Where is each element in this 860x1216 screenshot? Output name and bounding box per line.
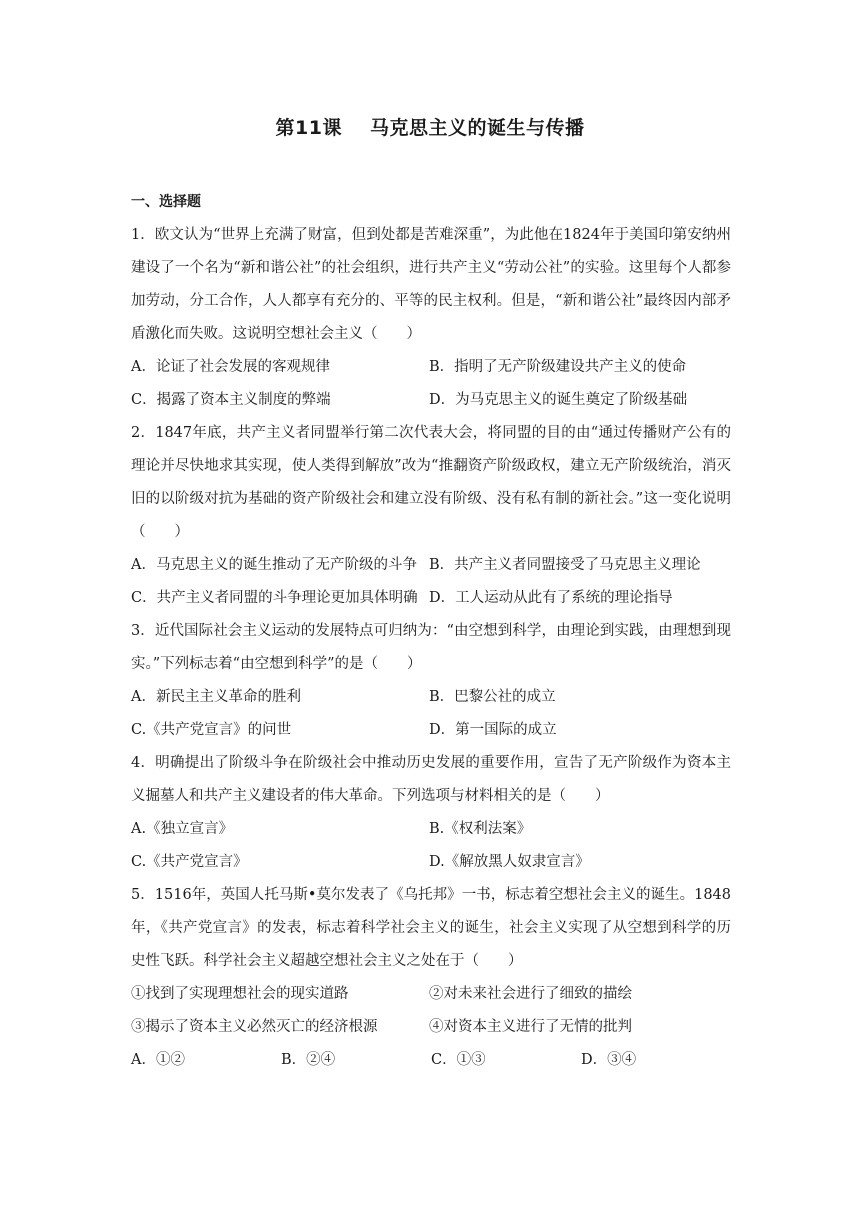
statement-row bbox=[131, 978, 731, 1011]
question-5 bbox=[131, 879, 731, 1077]
option-row bbox=[131, 549, 731, 582]
question-stem: 2．1847年底，共产主义者同盟举行第二次代表大会，将同盟的目的由“通过传播财产公有的理论并尽快地求其实现，使人类得到解放”改为“推翻资产阶级政权，建立无产阶级统治，消灭旧的以阶级对抗为基础的资产阶级社会和建立没有阶级、没有私有制的新社会。”这一变化说明（ ） bbox=[131, 425, 731, 540]
option-c: C．共产主义者同盟的斗争理论更加具体明确 bbox=[131, 590, 418, 606]
option-d: D．第一国际的成立 bbox=[429, 722, 557, 738]
page-title bbox=[0, 113, 860, 140]
option-row bbox=[131, 813, 731, 846]
question-4 bbox=[131, 747, 731, 879]
statement-1: ①找到了实现理想社会的现实道路 bbox=[131, 986, 349, 1002]
question-1 bbox=[131, 219, 731, 417]
option-b: B．②④ bbox=[281, 1052, 336, 1068]
lesson-number: 第11课 bbox=[275, 117, 342, 139]
option-c: C.《共产党宣言》的问世 bbox=[131, 722, 292, 738]
option-b: B．共产主义者同盟接受了马克思主义理论 bbox=[429, 557, 701, 573]
option-a: A．新民主主义革命的胜利 bbox=[131, 689, 301, 705]
option-c: C．揭露了资本主义制度的弊端 bbox=[131, 392, 331, 408]
option-b: B．指明了无产阶级建设共产主义的使命 bbox=[429, 359, 687, 375]
option-row bbox=[131, 1044, 731, 1077]
option-b: B.《权利法案》 bbox=[429, 821, 532, 837]
option-a: A．马克思主义的诞生推动了无产阶级的斗争 bbox=[131, 557, 417, 573]
question-stem: 3．近代国际社会主义运动的发展特点可归纳为：“由空想到科学，由理论到实践，由理想到现 实。”下列标志着“由空想到科学”的是（ ） bbox=[131, 623, 731, 672]
question-stem: 1．欧文认为“世界上充满了财富，但到处都是苦难深重”，为此他在1824年于美国印第安纳州建设了一个名为“新和谐公社”的社会组织，进行共产主义“劳动公社”的实验。这里每个人都参加劳动，分工合作，人人都享有充分的、平等的民主权利。但是，“新和谐公社”最终因内部矛盾激化而失败。这说明空想社会主义（ ） bbox=[131, 227, 731, 342]
lesson-name: 马克思主义的诞生与传播 bbox=[369, 117, 585, 139]
statement-4: ④对资本主义进行了无情的批判 bbox=[429, 1019, 632, 1035]
option-a: A．①② bbox=[131, 1052, 185, 1068]
option-d: D.《解放黑人奴隶宣言》 bbox=[429, 854, 590, 870]
question-3 bbox=[131, 615, 731, 747]
section-heading: 一、选择题 bbox=[131, 194, 201, 210]
option-a: A.《独立宣言》 bbox=[131, 821, 234, 837]
question-2 bbox=[131, 417, 731, 615]
option-d: D．③④ bbox=[581, 1052, 637, 1068]
question-stem: 4．明确提出了阶级斗争在阶级社会中推动历史发展的重要作用，宣告了无产阶级作为资本主义掘墓人和共产主义建设者的伟大革命。下列选项与材料相关的是（ ） bbox=[131, 755, 731, 804]
option-d: D．工人运动从此有了系统的理论指导 bbox=[429, 590, 673, 606]
option-row bbox=[131, 846, 731, 879]
option-d: D．为马克思主义的诞生奠定了阶级基础 bbox=[429, 392, 688, 408]
question-stem: 5．1516年，英国人托马斯•莫尔发表了《乌托邦》一书，标志着空想社会主义的诞生。1848年，《共产党宣言》的发表，标志着科学社会主义的诞生，社会主义实现了从空想到科学的历史性飞跃。科学社会主义超越空想社会主义之处在于（ ） bbox=[131, 887, 731, 969]
option-row bbox=[131, 714, 731, 747]
question-content bbox=[131, 186, 731, 1077]
option-b: B．巴黎公社的成立 bbox=[429, 689, 556, 705]
option-c: C．①③ bbox=[431, 1052, 486, 1068]
option-row bbox=[131, 681, 731, 714]
option-row bbox=[131, 351, 731, 384]
option-c: C.《共产党宣言》 bbox=[131, 854, 248, 870]
statement-2: ②对未来社会进行了细致的描绘 bbox=[429, 986, 632, 1002]
option-row bbox=[131, 582, 731, 615]
option-row bbox=[131, 384, 731, 417]
statement-3: ③揭示了资本主义必然灭亡的经济根源 bbox=[131, 1019, 378, 1035]
option-a: A．论证了社会发展的客观规律 bbox=[131, 359, 330, 375]
statement-row bbox=[131, 1011, 731, 1044]
